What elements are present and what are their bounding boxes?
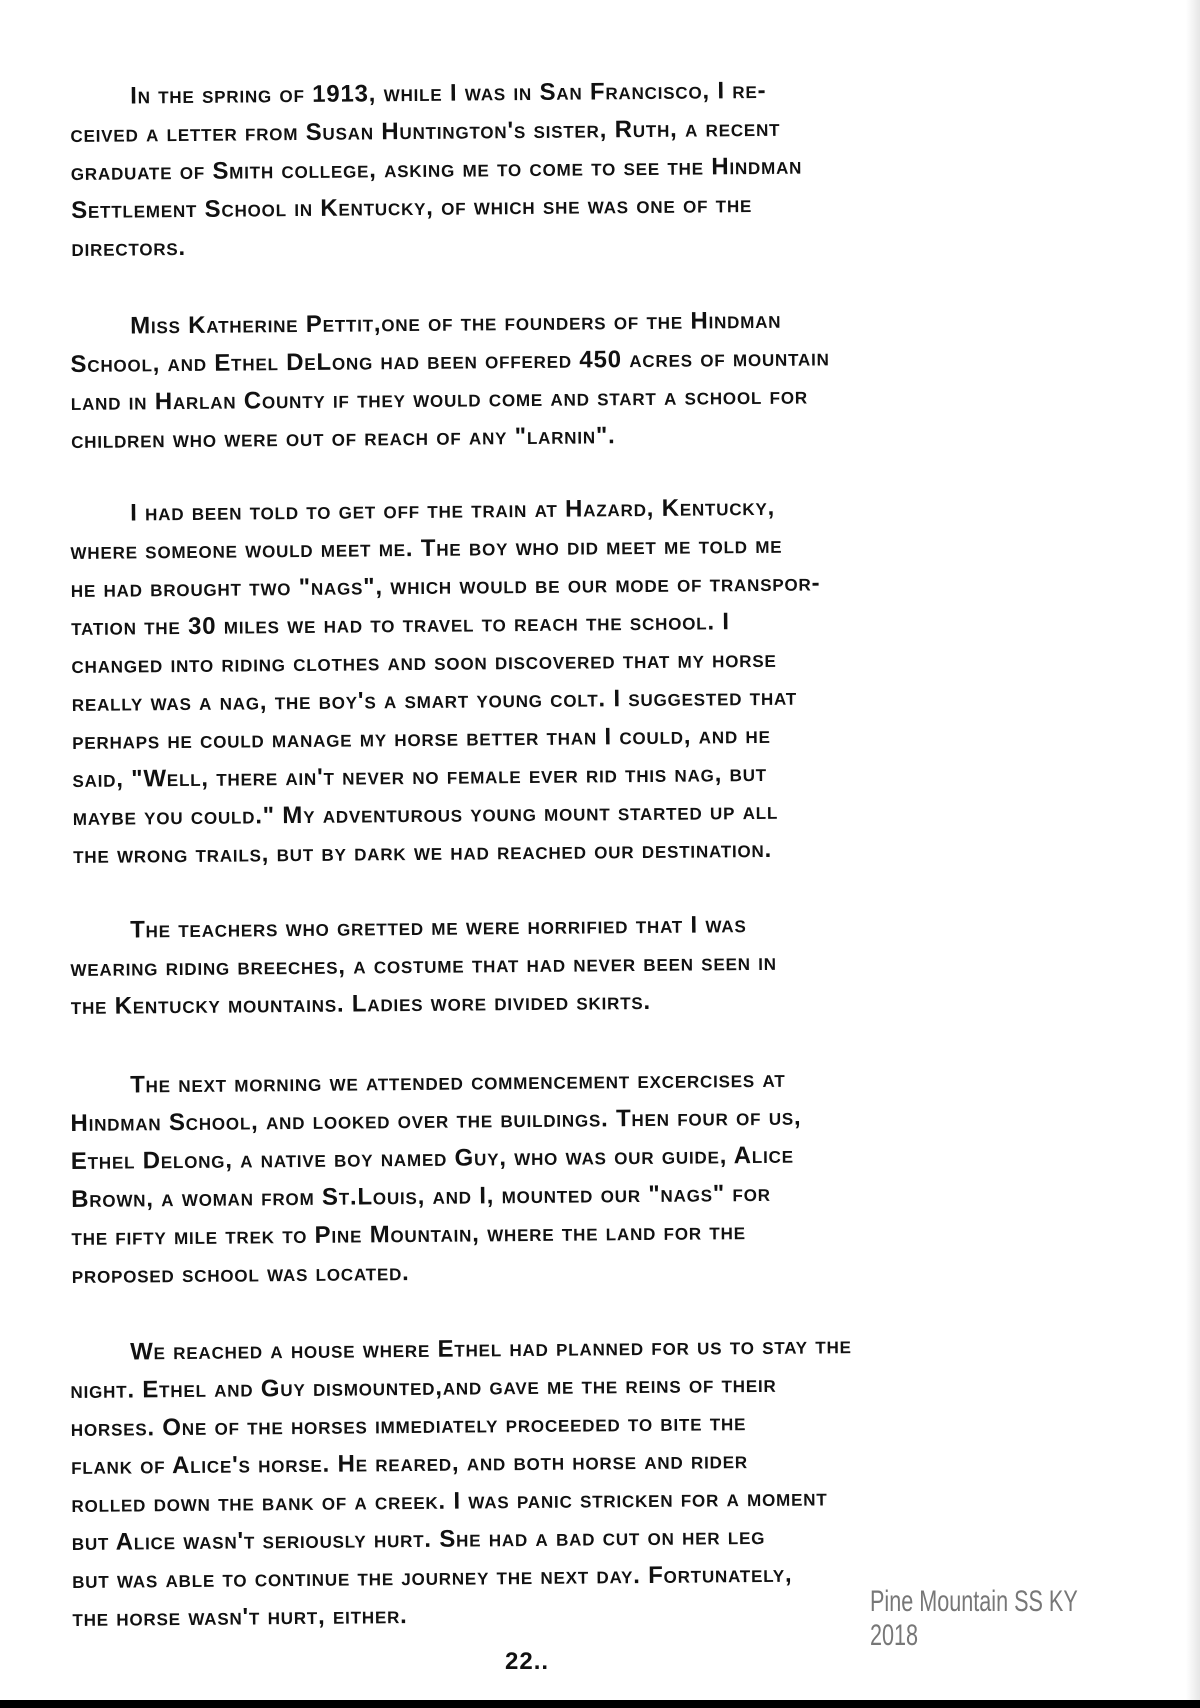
text-line: said, "Well, there ain't never no female ever rid this nag, but — [72, 759, 768, 793]
text-line: the Kentucky mountains. Ladies wore divided skirts. — [70, 987, 652, 1020]
text-line: proposed school was located. — [71, 1259, 410, 1289]
text-line: but was able to continue the journey the next day. Fortunately, — [72, 1560, 793, 1594]
text-line: I had been told to get off the train at Hazard, Kentucky, — [130, 493, 776, 527]
text-line: night. Ethel and Guy dismounted,and gave me the reins of their — [70, 1370, 777, 1404]
text-line: children who were out of reach of any "larnin". — [71, 422, 616, 454]
paragraph — [70, 69, 1132, 268]
text-line: really was a nag, the boy's a smart young colt. I suggested that — [71, 683, 798, 717]
paragraph — [70, 903, 1131, 1026]
text-line: Settlement School in Kentucky, of which she was one of the — [71, 191, 753, 224]
text-line: graduate of Smith college, asking me to come to see the Hindman — [70, 152, 803, 186]
text-line: The next morning we attended commencement excercises at — [130, 1065, 786, 1099]
text-line: land in Harlan County if they would come and start a school for — [70, 382, 808, 416]
text-line: rolled down the bank of a creek. I was panic stricken for a moment — [71, 1484, 828, 1518]
text-line: horses. One of the horses immediately proceeded to bite the — [70, 1409, 747, 1442]
text-line: Hindman School, and looked over the buildings. Then four of us, — [70, 1103, 802, 1137]
text-line: We reached a house where Ethel had planned for us to stay the — [130, 1332, 852, 1366]
watermark: Pine Mountain SS KY 2018 — [870, 1585, 1078, 1652]
text-line: wearing riding breeches, a costume that had never been seen in — [70, 948, 777, 982]
text-line: Miss Katherine Pettit,one of the founders of the Hindman — [130, 306, 782, 340]
text-line: perhaps he could manage my horse better than I could, and he — [72, 721, 771, 755]
text-line: maybe you could." My adventurous young mount started up all — [72, 797, 779, 831]
text-line: tation the 30 miles we had to travel to reach the school. I — [71, 608, 730, 641]
text-line: the horse wasn't hurt, either. — [72, 1602, 408, 1632]
text-line: The teachers who gretted me were horrified that I was — [130, 911, 747, 944]
paragraph — [70, 1058, 1132, 1295]
text-line: where someone would meet me. The boy who did meet me told me — [70, 531, 783, 565]
text-line: the fifty mile trek to Pine Mountain, where the land for the — [71, 1218, 746, 1251]
scan-bottom-border — [0, 1700, 1200, 1708]
text-line: directors. — [71, 233, 187, 262]
text-line: School, and Ethel DeLong had been offered 450 acres of mountain — [70, 344, 830, 378]
page-edge-shadow — [1186, 0, 1200, 1708]
paragraph — [70, 486, 1133, 875]
text-line: but Alice wasn't seriously hurt. She had a bad cut on her leg — [71, 1522, 766, 1556]
text-line: changed into riding clothes and soon discovered that my horse — [71, 645, 777, 679]
page-number: 22.. — [505, 1648, 550, 1675]
text-line: ceived a letter from Susan Huntington's sister, Ruth, a recent — [70, 114, 781, 148]
text-line: In the spring of 1913, while I was in San Francisco, I re- — [130, 76, 767, 110]
text-line: Ethel Delong, a native boy named Guy, who was our guide, Alice — [70, 1141, 794, 1175]
text-line: Brown, a woman from St.Louis, and I, mounted our "nags" for — [71, 1179, 771, 1213]
text-line: the wrong trails, but by dark we had reached our destination. — [73, 835, 773, 869]
text-line: he had brought two "nags", which would be our mode of transpor- — [70, 569, 821, 603]
text-line: flank of Alice's horse. He reared, and both horse and rider — [71, 1447, 748, 1480]
paragraph — [70, 299, 1131, 460]
